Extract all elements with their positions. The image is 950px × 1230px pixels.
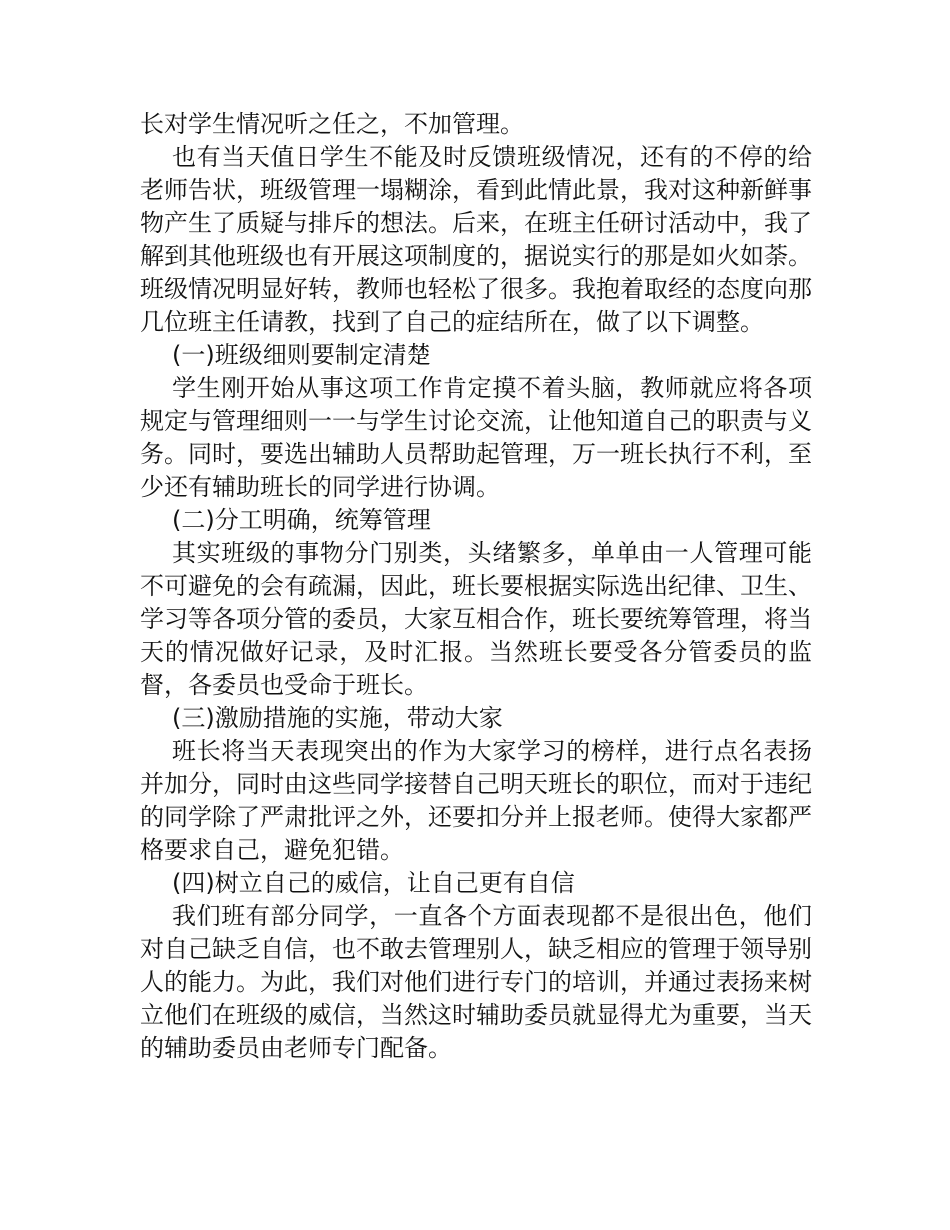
paragraph-continuation: 长对学生情况听之任之，不加管理。 xyxy=(140,110,524,138)
paragraph-section-2: 其实班级的事物分门别类，头绪繁多，单单由一人管理可能不可避免的会有疏漏，因此，班长要根据实际选出纪律、卫生、学习等各项分管的委员，大家互相合作，班长要统筹管理，将当天的情况做好记录，及时汇报。当然班长要受各分管委员的监督，各委员也受命于班长。 xyxy=(140,539,812,699)
paragraph-section-4: 我们班有部分同学，一直各个方面表现都不是很出色，他们对自己缺乏自信，也不敢去管理别人，缺乏相应的管理于领导别人的能力。为此，我们对他们进行专门的培训，并通过表扬来树立他们在班级的威信，当然这时辅助委员就显得尤为重要，当天的辅助委员由老师专门配备。 xyxy=(140,902,812,1062)
paragraph-section-1: 学生刚开始从事这项工作肯定摸不着头脑，教师就应将各项规定与管理细则一一与学生讨论交流，让他知道自己的职责与义务。同时，要选出辅助人员帮助起管理，万一班长执行不利，至少还有辅助班长的同学进行协调。 xyxy=(140,374,812,501)
paragraph-intro: 也有当天值日学生不能及时反馈班级情况，还有的不停的给老师告状，班级管理一塌糊涂，看到此情此景，我对这种新鲜事物产生了质疑与排斥的想法。后来，在班主任研讨活动中，我了解到其他班级也有开展这项制度的，据说实行的那是如火如荼。班级情况明显好转，教师也轻松了很多。我抱着取经的态度向那几位班主任请教，找到了自己的症结所在，做了以下调整。 xyxy=(140,143,812,336)
section-heading-2: (二)分工明确，统筹管理 xyxy=(172,506,431,534)
section-heading-4: (四)树立自己的威信，让自己更有自信 xyxy=(172,869,575,897)
section-heading-3: (三)激励措施的实施，带动大家 xyxy=(172,704,503,732)
document-body xyxy=(140,108,812,1065)
section-heading-1: (一)班级细则要制定清楚 xyxy=(172,341,431,369)
paragraph-section-3: 班长将当天表现突出的作为大家学习的榜样，进行点名表扬并加分，同时由这些同学接替自己明天班长的职位，而对于违纪的同学除了严肃批评之外，还要扣分并上报老师。使得大家都严格要求自己，避免犯错。 xyxy=(140,737,812,864)
